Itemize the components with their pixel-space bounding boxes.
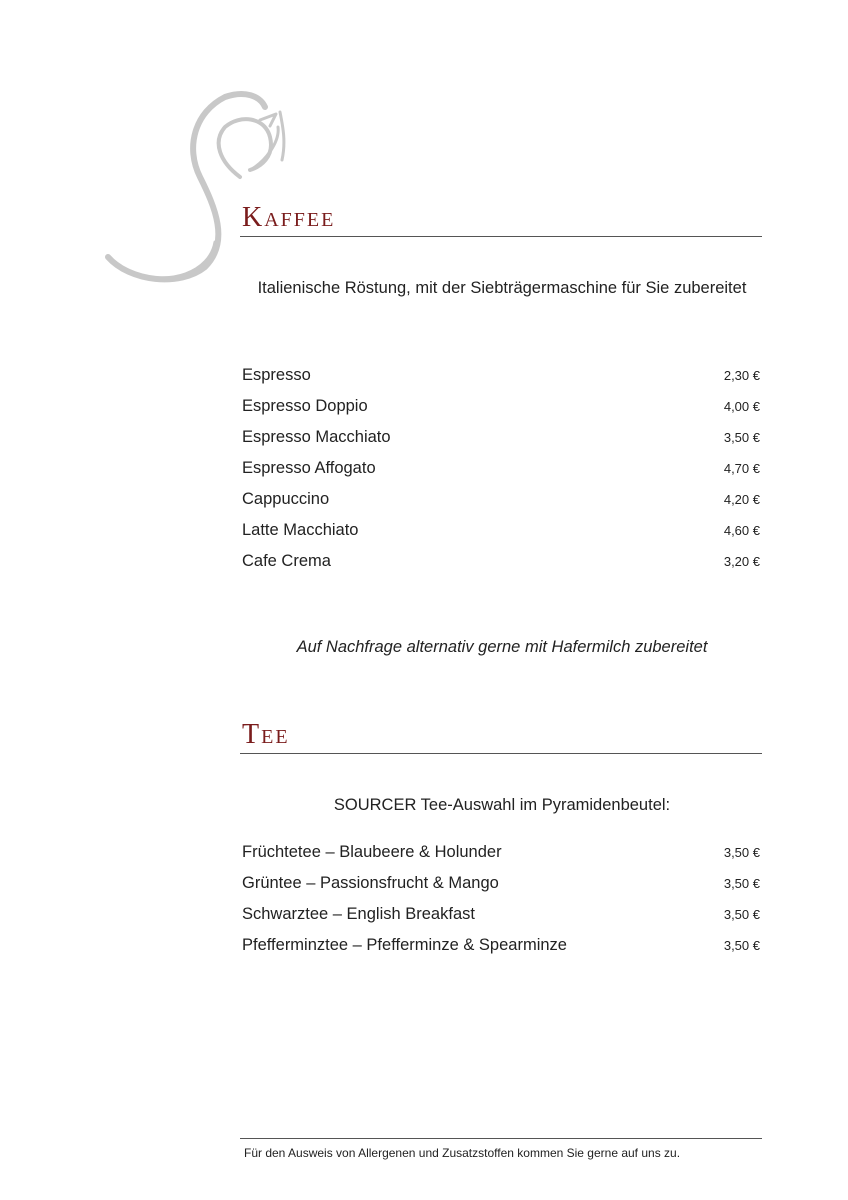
item-price: 3,50 € <box>723 845 760 860</box>
menu-item <box>242 874 760 905</box>
item-name: Cafe Crema <box>242 552 331 570</box>
footer-text: Für den Ausweis von Allergenen und Zusatzstoffen kommen Sie gerne auf uns zu. <box>244 1146 681 1160</box>
menu-item <box>242 843 760 874</box>
item-price: 3,50 € <box>723 430 760 445</box>
item-price: 4,20 € <box>723 492 760 507</box>
item-price: 4,60 € <box>723 523 760 538</box>
menu-item <box>242 397 760 428</box>
item-price: 3,20 € <box>723 554 760 569</box>
menu-item <box>242 936 760 967</box>
menu-item <box>242 552 760 583</box>
menu-item <box>242 521 760 552</box>
kaffee-menu-list <box>242 366 760 583</box>
item-price: 3,50 € <box>723 876 760 891</box>
kaffee-note: Auf Nachfrage alternativ gerne mit Hafermilch zubereitet <box>296 638 708 656</box>
swan-logo-icon <box>100 82 300 292</box>
item-price: 3,50 € <box>723 938 760 953</box>
item-name: Espresso Affogato <box>242 459 376 477</box>
item-price: 4,00 € <box>723 399 760 414</box>
item-name: Latte Macchiato <box>242 521 359 539</box>
menu-item <box>242 459 760 490</box>
item-name: Grüntee – Passionsfrucht & Mango <box>242 874 499 892</box>
item-name: Cappuccino <box>242 490 330 508</box>
item-price: 3,50 € <box>723 907 760 922</box>
tee-intro: SOURCER Tee-Auswahl im Pyramidenbeutel: <box>333 796 671 814</box>
section-title-kaffee: Kaffee <box>242 202 336 233</box>
item-name: Früchtetee – Blaubeere & Holunder <box>242 843 502 861</box>
menu-item <box>242 366 760 397</box>
item-name: Espresso Doppio <box>242 397 368 415</box>
section-divider <box>240 236 762 237</box>
menu-item <box>242 905 760 936</box>
tee-menu-list <box>242 843 760 967</box>
section-title-tee: Tee <box>242 719 290 750</box>
section-divider <box>240 753 762 754</box>
menu-item <box>242 428 760 459</box>
item-name: Espresso Macchiato <box>242 428 391 446</box>
item-name: Schwarztee – English Breakfast <box>242 905 475 923</box>
footer-divider <box>240 1138 762 1139</box>
kaffee-intro: Italienische Röstung, mit der Siebträgermaschine für Sie zubereitet <box>257 279 747 297</box>
item-name: Espresso <box>242 366 311 384</box>
item-price: 4,70 € <box>723 461 760 476</box>
item-price: 2,30 € <box>723 368 760 383</box>
item-name: Pfefferminztee – Pfefferminze & Spearminze <box>242 936 567 954</box>
menu-item <box>242 490 760 521</box>
